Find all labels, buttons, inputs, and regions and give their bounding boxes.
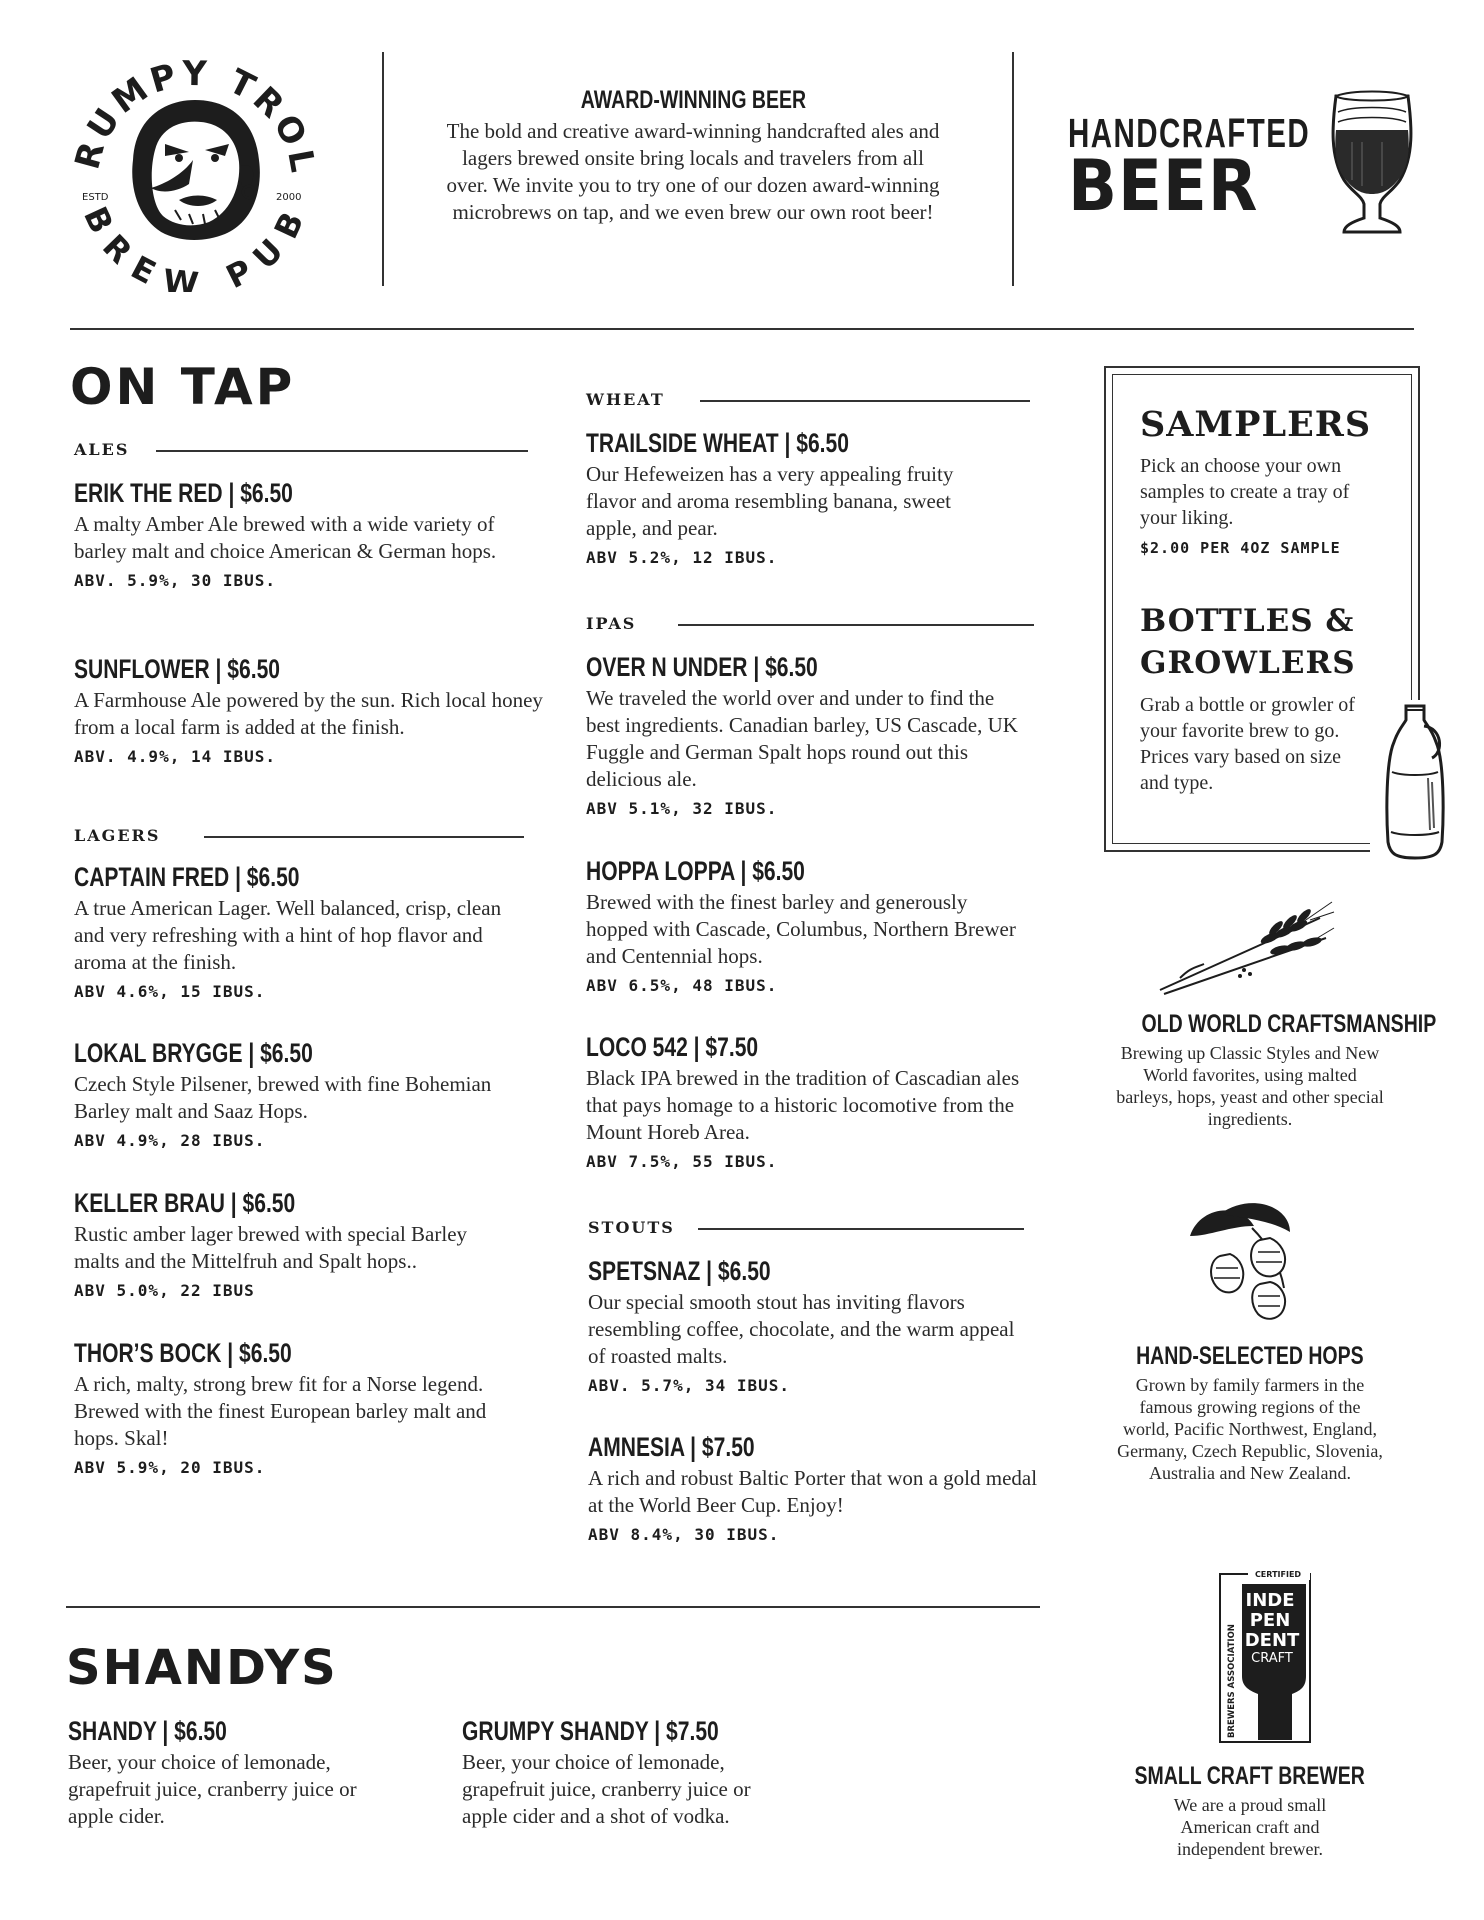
shandys-top-rule	[66, 1606, 1040, 1608]
badge-certified-text: CERTIFIED	[1254, 1570, 1302, 1579]
hops-icon	[1180, 1196, 1320, 1326]
item-name: KELLER BRAU | $6.50	[74, 1188, 296, 1218]
menu-item-trailside-wheat	[586, 428, 1026, 567]
item-abv: ABV 7.5%, 55 IBUS.	[586, 1152, 778, 1171]
menu-item-over-n-under	[586, 652, 1036, 818]
menu-item-shandy	[68, 1716, 398, 1830]
item-desc: A true American Lager. Well balanced, crisp, clean and very refreshing with a hint of hop flavor and aroma at the finish.	[74, 896, 502, 974]
item-name: SPETSNAZ | $6.50	[588, 1256, 771, 1286]
header-divider-right	[1012, 52, 1014, 286]
item-abv: ABV. 4.9%, 14 IBUS.	[74, 747, 277, 766]
intro-text: The bold and creative award-winning handcrafted ales and lagers brewed onsite bring locals and travelers from all over. We invite you to try one of our dozen award-winning microbrews on tap, and we even brew our own root beer!	[446, 119, 940, 224]
section-label-lagers: LAGERS	[74, 826, 161, 845]
logo-top-text: RUMPY TROL	[67, 53, 324, 180]
wheat-icon	[1150, 898, 1336, 996]
menu-item-amnesia	[588, 1432, 1038, 1544]
item-desc: Czech Style Pilsener, brewed with fine Bohemian Barley malt and Saaz Hops.	[74, 1072, 492, 1123]
item-abv: ABV 5.1%, 32 IBUS.	[586, 799, 778, 818]
menu-item-thors-bock	[74, 1338, 544, 1477]
section-label-wheat: WHEAT	[586, 390, 665, 409]
item-name: LOCO 542 | $7.50	[586, 1032, 759, 1062]
item-name: GRUMPY SHANDY | $7.50	[462, 1716, 719, 1746]
item-name: AMNESIA | $7.50	[588, 1432, 755, 1462]
feature-hand-selected-hops	[1100, 1342, 1400, 1484]
section-label-stouts: STOUTS	[588, 1218, 675, 1237]
item-name: HOPPA LOPPA | $6.50	[586, 856, 805, 886]
badge-line2: PEN	[1249, 1610, 1291, 1631]
item-desc: We traveled the world over and under to find the best ingredients. Canadian barley, US Cascade, UK Fuggle and German Spalt hops round out this delicious ale.	[586, 686, 1018, 791]
section-rule-ipas	[678, 624, 1034, 626]
bottles-title-line1: BOTTLES &	[1140, 603, 1355, 639]
handcrafted-line1: HANDCRAFTED	[1068, 110, 1311, 156]
item-desc: Brewed with the finest barley and generously hopped with Cascade, Columbus, Northern Brewer and Centennial hops.	[586, 890, 1016, 968]
menu-item-erik-the-red	[74, 478, 514, 590]
intro-block	[440, 86, 946, 226]
item-abv: ABV 4.6%, 15 IBUS.	[74, 982, 266, 1001]
samplers-text: Pick an choose your own samples to create a tray of your liking.	[1140, 455, 1350, 529]
bottles-block	[1140, 600, 1380, 796]
menu-item-keller-brau	[74, 1188, 524, 1300]
section-rule-ales	[156, 450, 528, 452]
item-abv: ABV 5.9%, 20 IBUS.	[74, 1458, 266, 1477]
feature-title: HAND-SELECTED HOPS	[1136, 1342, 1364, 1370]
independent-craft-badge-icon	[1218, 1566, 1312, 1744]
item-name: TRAILSIDE WHEAT | $6.50	[586, 428, 849, 458]
badge-line1: INDE	[1245, 1590, 1295, 1611]
feature-old-world	[1100, 1010, 1437, 1130]
item-name: SHANDY | $6.50	[68, 1716, 227, 1746]
bottles-title-line2: GROWLERS	[1140, 645, 1356, 681]
feature-small-craft-brewer	[1100, 1762, 1400, 1860]
item-abv: ABV 4.9%, 28 IBUS.	[74, 1131, 266, 1150]
feature-title: SMALL CRAFT BREWER	[1134, 1762, 1366, 1790]
logo-estd-text: ESTD	[82, 192, 109, 203]
item-name: SUNFLOWER | $6.50	[74, 654, 281, 684]
intro-title: AWARD-WINNING BEER	[580, 86, 806, 114]
header-divider-left	[382, 52, 384, 286]
item-desc: Our special smooth stout has inviting flavors resembling coffee, chocolate, and the warm appeal of roasted malts.	[588, 1290, 1015, 1368]
item-desc: A rich, malty, strong brew fit for a Norse legend. Brewed with the finest European barley malt and hops. Skal!	[74, 1372, 487, 1450]
item-abv: ABV 8.4%, 30 IBUS.	[588, 1525, 780, 1544]
menu-item-hoppa-loppa	[586, 856, 1036, 995]
section-rule-stouts	[698, 1228, 1024, 1230]
item-abv: ABV 5.2%, 12 IBUS.	[586, 548, 778, 567]
item-desc: Black IPA brewed in the tradition of Cascadian ales that pays homage to a historic locomotive from the Mount Horeb Area.	[586, 1066, 1020, 1144]
menu-item-loco-542	[586, 1032, 1036, 1171]
header	[0, 0, 1484, 330]
feature-text: Grown by family farmers in the famous growing regions of the world, Pacific Northwest, England, Germany, Czech Republic, Slovenia, Australia and New Zealand.	[1117, 1375, 1383, 1483]
item-abv: ABV 5.0%, 22 IBUS	[74, 1281, 255, 1300]
bottles-text: Grab a bottle or growler of your favorite brew to go. Prices vary based on size and type.	[1140, 694, 1355, 794]
handcrafted-line2: BEER	[1068, 145, 1259, 227]
item-name: CAPTAIN FRED | $6.50	[74, 862, 300, 892]
samplers-block	[1140, 404, 1390, 557]
shandys-title: SHANDYS	[66, 1640, 338, 1696]
item-desc: Our Hefeweizen has a very appealing fruity flavor and aroma resembling banana, sweet apple, and pear.	[586, 462, 954, 540]
section-rule-wheat	[700, 400, 1030, 402]
menu-item-grumpy-shandy	[462, 1716, 802, 1830]
beer-glass-icon	[1322, 86, 1422, 238]
feature-title: OLD WORLD CRAFTSMANSHIP	[1141, 1010, 1437, 1038]
badge-line3: DENT	[1244, 1630, 1300, 1651]
logo-year-text: 2000	[276, 192, 302, 203]
menu-item-spetsnaz	[588, 1256, 1038, 1395]
item-name: LOKAL BRYGGE | $6.50	[74, 1038, 313, 1068]
section-rule-lagers	[204, 836, 524, 838]
menu-item-lokal-brygge	[74, 1038, 524, 1150]
item-desc: Beer, your choice of lemonade, grapefruit juice, cranberry juice or apple cider.	[68, 1750, 357, 1828]
item-name: OVER N UNDER | $6.50	[586, 652, 818, 682]
samplers-price: $2.00 PER 4OZ SAMPLE	[1140, 539, 1341, 557]
item-name: ERIK THE RED | $6.50	[74, 478, 293, 508]
on-tap-title: ON TAP	[70, 358, 296, 416]
item-desc: Rustic amber lager brewed with special Barley malts and the Mittelfruh and Spalt hops..	[74, 1222, 468, 1273]
logo-bottom-text: BREW PUB	[76, 200, 314, 292]
item-abv: ABV. 5.7%, 34 IBUS.	[588, 1376, 791, 1395]
menu-item-sunflower	[74, 654, 544, 766]
item-desc: A rich and robust Baltic Porter that won a gold medal at the World Beer Cup. Enjoy!	[588, 1466, 1038, 1517]
item-abv: ABV 6.5%, 48 IBUS.	[586, 976, 778, 995]
handcrafted-title	[1068, 110, 1311, 227]
troll-logo-icon	[60, 42, 330, 292]
item-desc: A Farmhouse Ale powered by the sun. Rich local honey from a local farm is added at the finish.	[74, 688, 543, 739]
section-label-ipas: IPAS	[586, 614, 637, 633]
growler-icon	[1382, 702, 1448, 862]
feature-text: Brewing up Classic Styles and New World favorites, using malted barleys, hops, yeast and other special ingredients.	[1116, 1043, 1384, 1129]
menu-item-captain-fred	[74, 862, 524, 1001]
badge-line4: CRAFT	[1251, 1651, 1293, 1666]
item-desc: A malty Amber Ale brewed with a wide variety of barley malt and choice American & German hops.	[74, 512, 497, 563]
item-desc: Beer, your choice of lemonade, grapefruit juice, cranberry juice or apple cider and a shot of vodka.	[462, 1750, 751, 1828]
section-label-ales: ALES	[74, 440, 130, 459]
item-abv: ABV. 5.9%, 30 IBUS.	[74, 571, 277, 590]
item-name: THOR’S BOCK | $6.50	[74, 1338, 292, 1368]
header-bottom-rule	[70, 328, 1414, 330]
feature-text: We are a proud small American craft and independent brewer.	[1173, 1795, 1327, 1859]
samplers-title: SAMPLERS	[1140, 404, 1372, 445]
badge-side-text: BREWERS ASSOCIATION	[1227, 1624, 1237, 1738]
